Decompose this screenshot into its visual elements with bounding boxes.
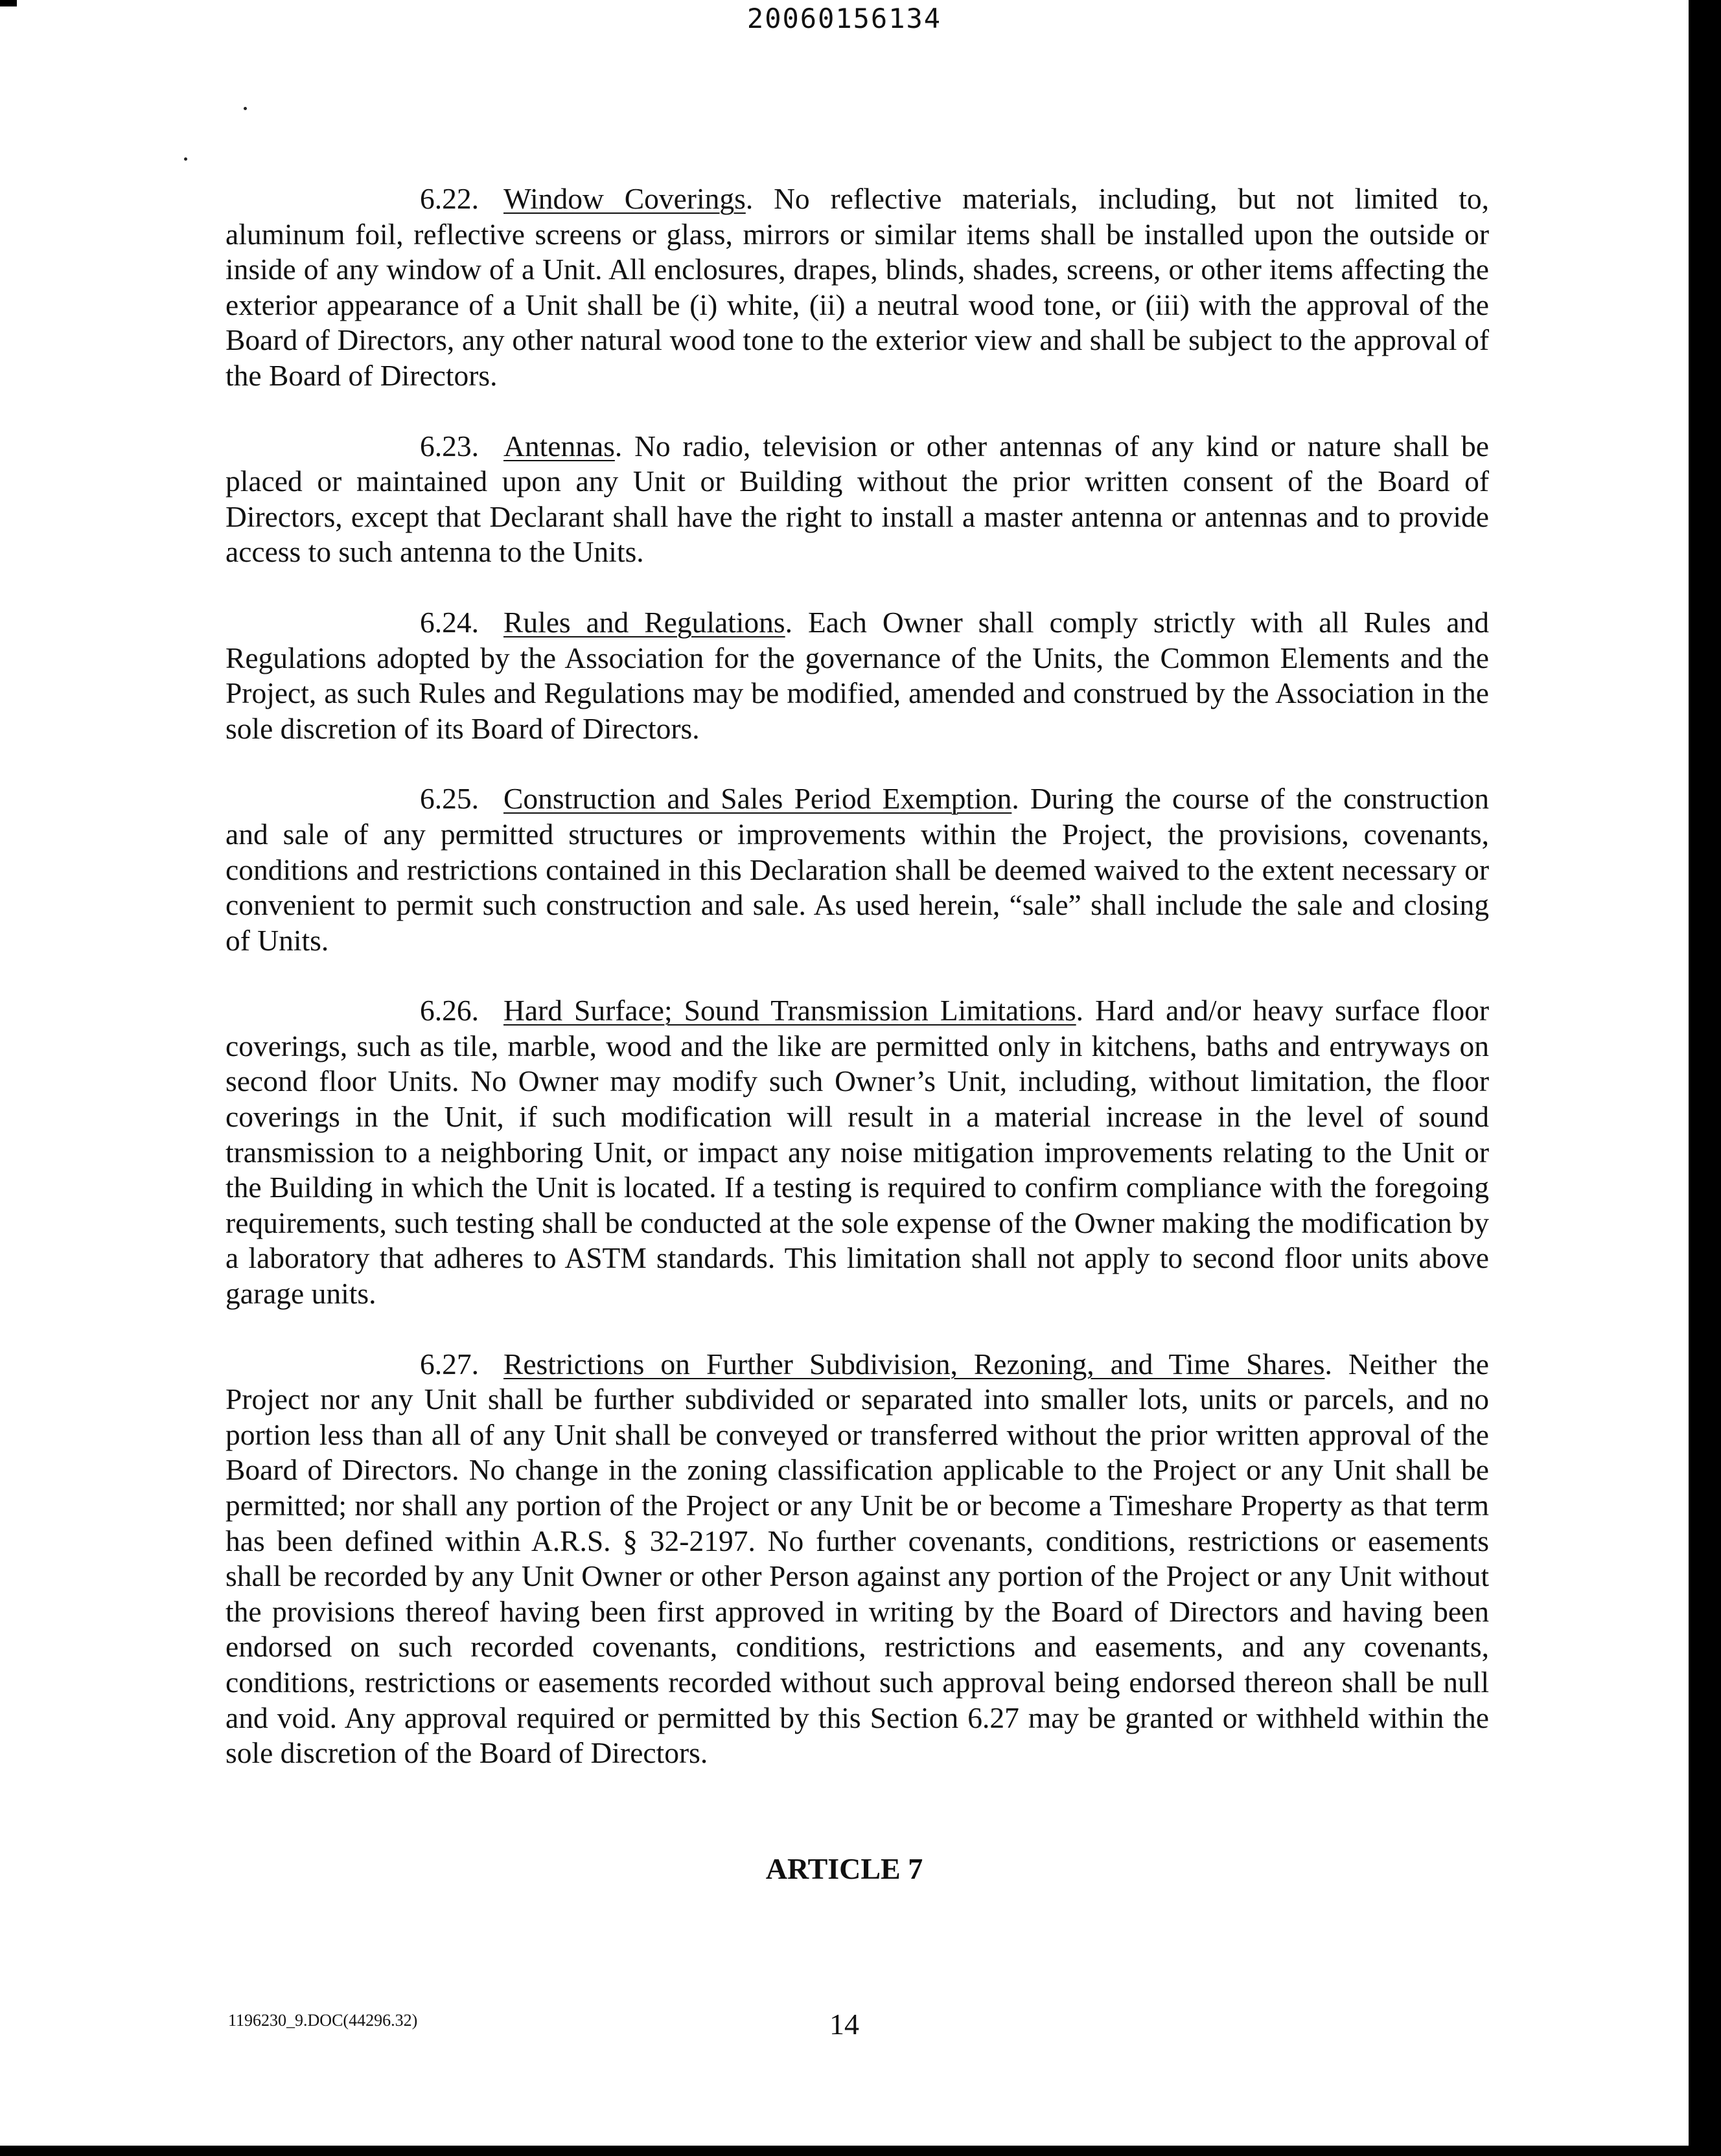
section-title: Rules and Regulations <box>503 605 785 639</box>
section-6-23 <box>225 429 1489 570</box>
section-number: 6.22. <box>420 182 479 215</box>
scan-speck <box>184 157 187 161</box>
document-body <box>225 181 1489 1806</box>
scan-speck <box>244 107 247 110</box>
section-text: . Hard and/or heavy surface floor coverings, such as tile, marble, wood and the like are permitted only in kitchens, baths and entryways on second floor Units. No Owner may modify such Owner’s Unit, including, without limitation, the floor coverings in the Unit, if such modification will result in a material increase in the level of sound transmission to a neighboring Unit, or impact any noise mitigation improvements relating to the Unit or the Building in which the Unit is located. If a testing is required to confirm compliance with the foregoing requirements, such testing shall be conducted at the sole expense of the Owner making the modification by a laboratory that adheres to ASTM standards. This limitation shall not apply to second floor units above garage units. <box>225 994 1490 1311</box>
footer-file-code: 1196230_9.DOC(44296.32) <box>228 2011 418 2030</box>
section-text: . During the course of the construction and sale of any permitted structures or improvements within the Project, the provisions, covenants, conditions and restrictions contained in this Declaration shall be deemed waived to the extent necessary or convenient to permit such construction and sale. As used herein, “sale” shall include the sale and closing of Units. <box>225 782 1489 957</box>
section-6-24 <box>225 605 1489 746</box>
section-text: . Neither the Project nor any Unit shall be further subdivided or separated into smaller lots, units or parcels, and no portion less than all of any Unit shall be conveyed or transferred without the prior written approval of the Board of Directors. No change in the zoning classification applicable to the Project or any Unit shall be permitted; nor shall any portion of the Project or any Unit be or become a Timeshare Property as that term has been defined within A.R.S. § 32-2197. No further covenants, conditions, restrictions or easements shall be recorded by any Unit Owner or other Person against any portion of the Project or any Unit without the provisions thereof having been first approved in writing by the Board of Directors and having been endorsed on such recorded covenants, conditions, restrictions and easements, and any covenants, conditions, restrictions or easements recorded without such approval being endorsed thereon shall be null and void. Any approval required or permitted by this Section 6.27 may be granted or withheld within the sole discretion of the Board of Directors. <box>225 1347 1489 1770</box>
scan-border-right <box>1689 0 1721 2156</box>
section-text: . No radio, television or other antennas of any kind or nature shall be placed or maintained upon any Unit or Building without the prior written consent of the Board of Directors, except that Declarant shall have the right to install a master antenna or antennas and to provide access to such antenna to the Units. <box>225 429 1489 569</box>
section-number: 6.23. <box>420 429 479 463</box>
section-text: . Each Owner shall comply strictly with all Rules and Regulations adopted by the Association for the governance of the Units, the Common Elements and the Project, as such Rules and Regulations may be modified, amended and construed by the Association in the sole discretion of its Board of Directors. <box>225 605 1489 745</box>
scan-border-bottom <box>0 2146 1721 2156</box>
page-number: 14 <box>829 2008 859 2041</box>
section-6-26 <box>225 993 1489 1311</box>
section-title: Hard Surface; Sound Transmission Limitations <box>503 994 1076 1027</box>
section-6-27 <box>225 1347 1489 1771</box>
section-title: Window Coverings <box>503 182 746 215</box>
section-text: . No reflective materials, including, but not limited to, aluminum foil, reflective screens or glass, mirrors or similar items shall be installed upon the outside or inside of any window of a Unit. All enclosures, drapes, blinds, shades, screens, or other items affecting the exterior appearance of a Unit shall be (i) white, (ii) a neutral wood tone, or (iii) with the approval of the Board of Directors, any other natural wood tone to the exterior view and shall be subject to the approval of the Board of Directors. <box>225 182 1489 392</box>
section-title: Restrictions on Further Subdivision, Rezoning, and Time Shares <box>503 1347 1325 1381</box>
section-number: 6.24. <box>420 605 479 639</box>
section-6-22 <box>225 181 1489 394</box>
section-title: Construction and Sales Period Exemption <box>503 782 1012 816</box>
section-number: 6.25. <box>420 782 479 816</box>
section-number: 6.27. <box>420 1347 479 1381</box>
document-number: 20060156134 <box>746 3 942 34</box>
section-title: Antennas <box>503 429 615 463</box>
section-number: 6.26. <box>420 994 479 1027</box>
article-heading: ARTICLE 7 <box>765 1852 923 1885</box>
section-6-25 <box>225 781 1489 958</box>
